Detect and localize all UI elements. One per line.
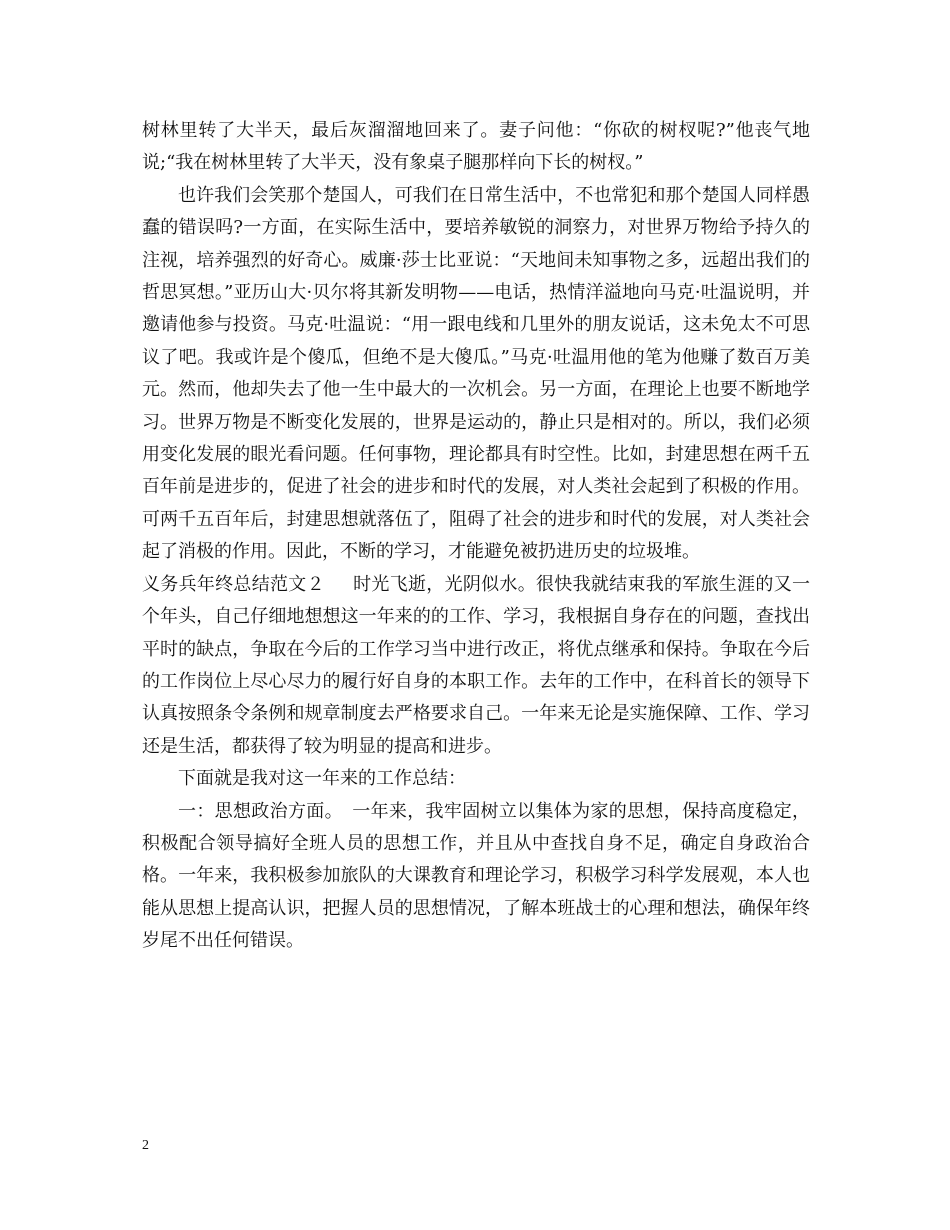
paragraph-continuation: 树林里转了大半天，最后灰溜溜地回来了。妻子问他：“你砍的树杈呢?”他丧气地说;“我在树林里转了大半天，没有象桌子腿那样向下长的树杈。” (142, 120, 810, 174)
section-body: 一年来，我牢固树立以集体为家的思想，保持高度稳定，积极配合领导搞好全班人员的思想工作，并且从中查找自身不足，确定自身政治合格。一年来，我积极参加旅队的大课教育和理论学习，积极学习科学发展观，本人也能从思想上提高认识，把握人员的思想情况，了解本班战士的心理和想法，确保年终岁尾不出任何错误。 (142, 800, 811, 952)
sample-title: 义务兵年终总结范文２ (142, 573, 325, 595)
section-heading: 一：思想政治方面。 (178, 800, 334, 822)
paragraph-chu-story-reflection: 也许我们会笑那个楚国人，可我们在日常生活中，不也常犯和那个楚国人同样愚蠢的错误吗?一方面，在实际生活中，要培养敏锐的洞察力，对世界万物给予持久的注视，培养强烈的好奇心。威廉·莎士比亚说：“天地间未知事物之多，远超出我们的哲思冥想。”亚历山大·贝尔将其新发明物——电话，热情洋溢地向马克·吐温说明，并邀请他参与投资。马克·吐温说：“用一跟电线和几里外的朋友说话，这未免太不可思议了吧。我或许是个傻瓜，但绝不是大傻瓜。”马克·吐温用他的笔为他赚了数百万美元。然而，他却失去了他一生中最大的一次机会。另一方面，在理论上也要不断地学习。世界万物是不断变化发展的，世界是运动的，静止只是相对的。所以，我们必须用变化发展的眼光看问题。任何事物，理论都具有时空性。比如，封建思想在两千五百年前是进步的，促进了社会的进步和时代的发展，对人类社会起到了积极的作用。可两千五百年后，封建思想就落伍了，阻碍了社会的进步和时代的发展，对人类社会起了消极的作用。因此，不断的学习，才能避免被扔进历史的垃圾堆。 (142, 184, 810, 563)
heading-gap (334, 801, 352, 822)
paragraph-sample-two (142, 569, 810, 763)
paragraph-summary-lead: 下面就是我对这一年来的工作总结： (178, 768, 466, 790)
document-body (142, 115, 810, 958)
sample-intro: 时光飞逝，光阴似水。很快我就结束我的军旅生涯的又一个年头，自己仔细地想想这一年来的的工作、学习，我根据自身存在的问题，查找出平时的缺点，争取在今后的工作学习当中进行改正，将优点继承和保持。争取在今后的工作岗位上尽心尽力的履行好自身的本职工作。去年的工作中，在科首长的领导下认真按照条令条例和规章制度去严格要求自己。一年来无论是实施保障、工作、学习还是生活，都获得了较为明显的提高和进步。 (142, 573, 810, 757)
paragraph-political-thought (142, 796, 810, 958)
page-number: 2 (142, 1138, 149, 1153)
